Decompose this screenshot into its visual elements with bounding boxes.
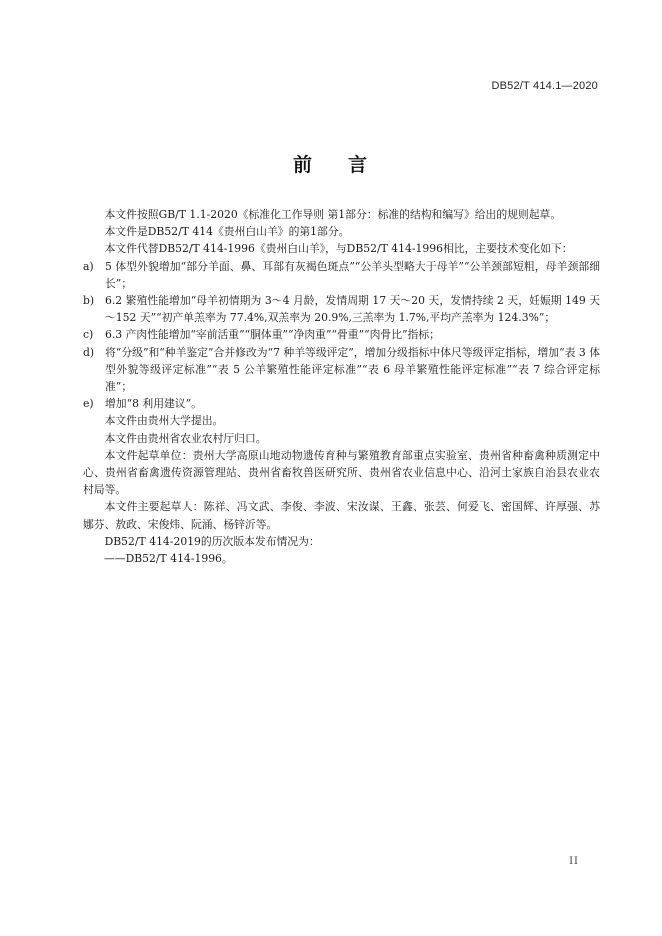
list-item	[83, 344, 600, 396]
title-char-2: 言	[348, 154, 370, 176]
drafting-rules-paragraph: 本文件按照GB/T 1.1-2020《标准化工作导则 第1部分：标准的结构和编写》给出的规则起草。	[104, 208, 562, 221]
title-char-1: 前	[292, 154, 314, 176]
foreword-body	[83, 206, 600, 567]
document-code: DB52/T 414.1—2020	[491, 80, 598, 92]
version-history-paragraph: DB52/T 414-2019的历次版本发布情况为：	[104, 534, 320, 548]
part-statement-paragraph: 本文件是DB52/T 414《贵州白山羊》的第1部分。	[104, 225, 350, 239]
drafting-units-paragraph: 本文件起草单位：贵州大学高原山地动物遗传育种与繁殖教育部重点实验室、贵州省种畜禽种质测定中心、贵州省畜禽遗传资源管理站、贵州省畜牧兽医研究所、贵州省农业信息中心、沿河土家族自治县农业农村局等。	[83, 448, 600, 497]
list-item-marker: c)	[83, 328, 94, 342]
list-item	[83, 395, 600, 412]
list-item	[83, 292, 600, 326]
page-title	[0, 150, 662, 177]
centralized-unit-paragraph: 本文件由贵州省农业农村厅归口。	[104, 431, 267, 445]
list-item-text: 6.3 产肉性能增加“宰前活重”“胴体重”“净肉重”“骨重”“肉骨比”指标；	[105, 328, 440, 342]
drafters-paragraph: 本文件主要起草人：陈祥、冯文武、李俊、李波、宋汝谋、王鑫、张芸、何爱飞、密国辉、许厚强、苏娜芬、敖政、宋俊炜、阮涌、杨锌沂等。	[83, 500, 600, 531]
list-item-marker: a)	[83, 259, 94, 273]
list-item	[83, 258, 600, 292]
page-number: II	[569, 856, 579, 867]
list-item-text: 6.2 繁殖性能增加“母羊初情期为 3～4 月龄，发情周期 17 天～20 天，发情持续 2 天，妊娠期 149 天～152 天”“初产单羔率为 77.4%,双羔率为 20.9%,三羔率为 1.7%,平均产羔率为 124.3%”；	[105, 294, 600, 325]
replacement-paragraph: 本文件代替DB52/T 414-1996《贵州白山羊》，与DB52/T 414-1996相比，主要技术变化如下：	[104, 242, 573, 256]
list-item-marker: e)	[83, 397, 94, 411]
list-item-text: 增加“8 利用建议”。	[105, 397, 202, 411]
list-item-text: 将“分级”和“种羊鉴定”合并修改为“7 种羊等级评定”，增加分级指标中体尺等级评定指标，增加“表 3 体型外貌等级评定标准”“表 5 公羊繁殖性能评定标准”“表 6 母羊繁殖性能评定标准”“表 7 综合评定标准”；	[105, 345, 600, 394]
list-item-text: 5 体型外貌增加“部分羊面、鼻、耳部有灰褐色斑点”“公羊头型略大于母羊”“公羊颈部短粗，母羊颈部细长”；	[105, 259, 600, 290]
list-item-marker: b)	[83, 294, 95, 308]
proposer-paragraph: 本文件由贵州大学提出。	[104, 414, 224, 428]
version-history-item: ——DB52/T 414-1996。	[104, 552, 233, 566]
list-item	[83, 326, 600, 343]
changes-list	[83, 258, 600, 413]
list-item-marker: d)	[83, 345, 95, 359]
